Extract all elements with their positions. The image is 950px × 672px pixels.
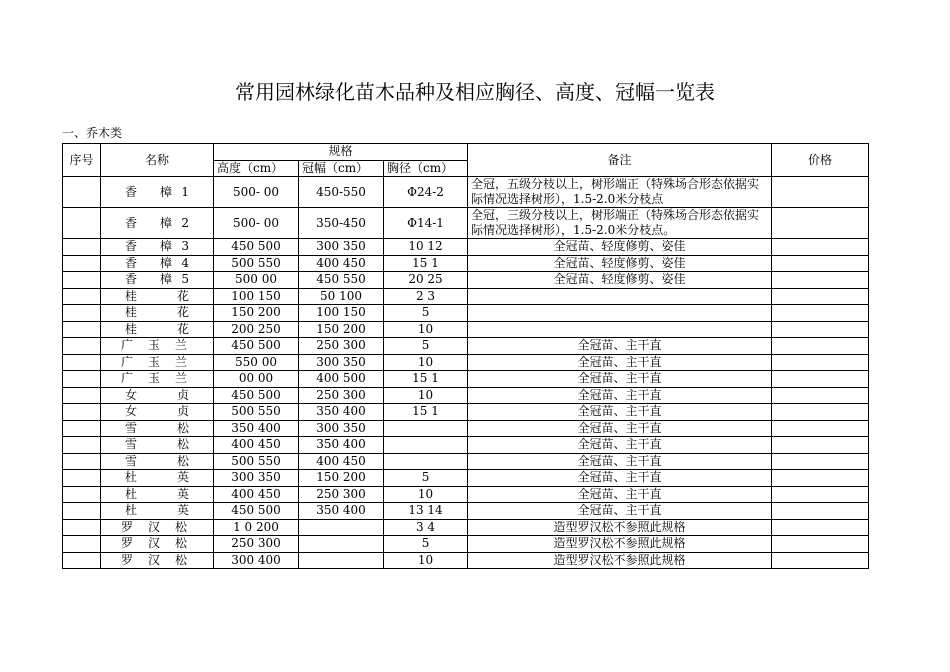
price-cell xyxy=(772,272,869,289)
height-cell: 250 300 xyxy=(214,536,299,553)
dbh-cell: 5 xyxy=(384,470,468,487)
seq-cell xyxy=(63,453,101,470)
name-cell: 雪 松 xyxy=(101,420,214,437)
table-row xyxy=(63,470,869,487)
name-cell: 香 樟5 xyxy=(101,272,214,289)
seq-cell xyxy=(63,288,101,305)
table-row xyxy=(63,338,869,355)
price-cell xyxy=(772,453,869,470)
crown-cell: 350 400 xyxy=(299,404,384,421)
note-cell: 全冠苗、主干直 xyxy=(468,486,772,503)
note-cell: 全冠苗、轻度修剪、姿佳 xyxy=(468,255,772,272)
name-cell: 桂 花 xyxy=(101,321,214,338)
header-note: 备注 xyxy=(468,144,772,177)
height-cell: 500 00 xyxy=(214,272,299,289)
name-cell: 广 玉 兰 xyxy=(101,371,214,388)
header-price: 价格 xyxy=(772,144,869,177)
height-cell: 550 00 xyxy=(214,354,299,371)
note-cell: 全冠苗、主干直 xyxy=(468,453,772,470)
note-cell: 全冠，三级分枝以上，树形端正（特殊场合形态依据实际情况选择树形），1.5-2.0米分枝点。 xyxy=(468,208,772,239)
crown-cell: 150 200 xyxy=(299,470,384,487)
note-cell: 全冠苗、主干直 xyxy=(468,470,772,487)
height-cell: 350 400 xyxy=(214,420,299,437)
seq-cell xyxy=(63,208,101,239)
price-cell xyxy=(772,305,869,322)
height-cell: 1 0 200 xyxy=(214,519,299,536)
dbh-cell: Φ24-2 xyxy=(384,177,468,208)
crown-cell: 400 450 xyxy=(299,453,384,470)
crown-cell: 250 300 xyxy=(299,338,384,355)
table-row xyxy=(63,486,869,503)
name-cell: 罗 汉 松 xyxy=(101,552,214,569)
price-cell xyxy=(772,354,869,371)
note-cell: 全冠苗、主干直 xyxy=(468,354,772,371)
crown-cell: 250 300 xyxy=(299,387,384,404)
price-cell xyxy=(772,371,869,388)
section-heading: 一、乔木类 xyxy=(62,126,123,140)
note-cell: 造型罗汉松不参照此规格 xyxy=(468,519,772,536)
header-dbh: 胸径（cm） xyxy=(384,160,468,177)
header-height: 高度（cm） xyxy=(214,160,299,177)
dbh-cell: 15 1 xyxy=(384,371,468,388)
seq-cell xyxy=(63,305,101,322)
crown-cell: 450-550 xyxy=(299,177,384,208)
crown-cell: 250 300 xyxy=(299,486,384,503)
seq-cell xyxy=(63,177,101,208)
name-cell: 香 樟3 xyxy=(101,239,214,256)
height-cell: 300 350 xyxy=(214,470,299,487)
nursery-stock-table xyxy=(62,143,869,569)
name-cell: 广 玉 兰 xyxy=(101,338,214,355)
dbh-cell: Φ14-1 xyxy=(384,208,468,239)
seq-cell xyxy=(63,255,101,272)
crown-cell: 300 350 xyxy=(299,239,384,256)
height-cell: 400 450 xyxy=(214,437,299,454)
header-spec: 规格 xyxy=(214,144,468,161)
height-cell: 500- 00 xyxy=(214,177,299,208)
table-row xyxy=(63,288,869,305)
note-cell xyxy=(468,305,772,322)
seq-cell xyxy=(63,503,101,520)
seq-cell xyxy=(63,239,101,256)
name-cell: 香 樟4 xyxy=(101,255,214,272)
table-row xyxy=(63,354,869,371)
table-row xyxy=(63,239,869,256)
height-cell: 200 250 xyxy=(214,321,299,338)
height-cell: 500 550 xyxy=(214,255,299,272)
note-cell: 造型罗汉松不参照此规格 xyxy=(468,536,772,553)
dbh-cell: 5 xyxy=(384,338,468,355)
table-row xyxy=(63,552,869,569)
name-cell: 香 樟2 xyxy=(101,208,214,239)
table-row xyxy=(63,208,869,239)
price-cell xyxy=(772,239,869,256)
seq-cell xyxy=(63,404,101,421)
height-cell: 400 450 xyxy=(214,486,299,503)
crown-cell: 450 550 xyxy=(299,272,384,289)
name-cell: 女 贞 xyxy=(101,387,214,404)
dbh-cell: 10 xyxy=(384,354,468,371)
page-title: 常用园林绿化苗木品种及相应胸径、高度、冠幅一览表 xyxy=(235,80,715,104)
price-cell xyxy=(772,255,869,272)
height-cell: 100 150 xyxy=(214,288,299,305)
dbh-cell xyxy=(384,437,468,454)
seq-cell xyxy=(63,371,101,388)
name-cell: 杜 英 xyxy=(101,486,214,503)
crown-cell: 400 450 xyxy=(299,255,384,272)
price-cell xyxy=(772,338,869,355)
header-seq: 序号 xyxy=(63,144,101,177)
dbh-cell: 10 xyxy=(384,552,468,569)
crown-cell: 350-450 xyxy=(299,208,384,239)
note-cell xyxy=(468,288,772,305)
table-row xyxy=(63,371,869,388)
price-cell xyxy=(772,420,869,437)
table-row xyxy=(63,437,869,454)
dbh-cell: 10 xyxy=(384,321,468,338)
crown-cell xyxy=(299,519,384,536)
dbh-cell: 10 xyxy=(384,387,468,404)
seq-cell xyxy=(63,552,101,569)
table-row xyxy=(63,503,869,520)
note-cell: 全冠，五级分枝以上，树形端正（特殊场合形态依据实际情况选择树形），1.5-2.0米分枝点 xyxy=(468,177,772,208)
name-cell: 女 贞 xyxy=(101,404,214,421)
height-cell: 00 00 xyxy=(214,371,299,388)
note-cell xyxy=(468,321,772,338)
seq-cell xyxy=(63,486,101,503)
header-name: 名称 xyxy=(101,144,214,177)
table-row xyxy=(63,305,869,322)
price-cell xyxy=(772,387,869,404)
seq-cell xyxy=(63,470,101,487)
price-cell xyxy=(772,519,869,536)
height-cell: 150 200 xyxy=(214,305,299,322)
price-cell xyxy=(772,486,869,503)
crown-cell: 400 500 xyxy=(299,371,384,388)
table-row xyxy=(63,321,869,338)
crown-cell xyxy=(299,552,384,569)
table-row xyxy=(63,453,869,470)
name-cell: 香 樟1 xyxy=(101,177,214,208)
note-cell: 全冠苗、主干直 xyxy=(468,437,772,454)
note-cell: 全冠苗、主干直 xyxy=(468,404,772,421)
table-row xyxy=(63,387,869,404)
dbh-cell: 3 4 xyxy=(384,519,468,536)
dbh-cell: 20 25 xyxy=(384,272,468,289)
name-cell: 雪 松 xyxy=(101,437,214,454)
note-cell: 全冠苗、轻度修剪、姿佳 xyxy=(468,239,772,256)
height-cell: 500 550 xyxy=(214,453,299,470)
seq-cell xyxy=(63,437,101,454)
height-cell: 500 550 xyxy=(214,404,299,421)
seq-cell xyxy=(63,420,101,437)
height-cell: 500- 00 xyxy=(214,208,299,239)
dbh-cell: 15 1 xyxy=(384,404,468,421)
dbh-cell: 5 xyxy=(384,536,468,553)
seq-cell xyxy=(63,321,101,338)
seq-cell xyxy=(63,272,101,289)
height-cell: 300 400 xyxy=(214,552,299,569)
name-cell: 桂 花 xyxy=(101,288,214,305)
name-cell: 杜 英 xyxy=(101,503,214,520)
dbh-cell: 10 xyxy=(384,486,468,503)
crown-cell: 300 350 xyxy=(299,420,384,437)
dbh-cell xyxy=(384,420,468,437)
note-cell: 全冠苗、轻度修剪、姿佳 xyxy=(468,272,772,289)
price-cell xyxy=(772,177,869,208)
note-cell: 全冠苗、主干直 xyxy=(468,420,772,437)
dbh-cell: 5 xyxy=(384,305,468,322)
crown-cell: 50 100 xyxy=(299,288,384,305)
price-cell xyxy=(772,470,869,487)
seq-cell xyxy=(63,354,101,371)
crown-cell: 350 400 xyxy=(299,503,384,520)
name-cell: 杜 英 xyxy=(101,470,214,487)
table-row xyxy=(63,177,869,208)
table-row xyxy=(63,272,869,289)
note-cell: 全冠苗、主干直 xyxy=(468,371,772,388)
crown-cell: 150 200 xyxy=(299,321,384,338)
seq-cell xyxy=(63,536,101,553)
table-row xyxy=(63,536,869,553)
price-cell xyxy=(772,404,869,421)
price-cell xyxy=(772,288,869,305)
dbh-cell xyxy=(384,453,468,470)
height-cell: 450 500 xyxy=(214,338,299,355)
table-row xyxy=(63,255,869,272)
seq-cell xyxy=(63,519,101,536)
crown-cell: 300 350 xyxy=(299,354,384,371)
seq-cell xyxy=(63,338,101,355)
price-cell xyxy=(772,321,869,338)
crown-cell xyxy=(299,536,384,553)
height-cell: 450 500 xyxy=(214,503,299,520)
name-cell: 雪 松 xyxy=(101,453,214,470)
crown-cell: 350 400 xyxy=(299,437,384,454)
name-cell: 桂 花 xyxy=(101,305,214,322)
table-row xyxy=(63,420,869,437)
price-cell xyxy=(772,208,869,239)
dbh-cell: 13 14 xyxy=(384,503,468,520)
note-cell: 全冠苗、主干直 xyxy=(468,387,772,404)
dbh-cell: 10 12 xyxy=(384,239,468,256)
table-row xyxy=(63,519,869,536)
dbh-cell: 2 3 xyxy=(384,288,468,305)
crown-cell: 100 150 xyxy=(299,305,384,322)
header-crown: 冠幅（cm） xyxy=(299,160,384,177)
name-cell: 广 玉 兰 xyxy=(101,354,214,371)
price-cell xyxy=(772,536,869,553)
seq-cell xyxy=(63,387,101,404)
name-cell: 罗 汉 松 xyxy=(101,519,214,536)
price-cell xyxy=(772,503,869,520)
price-cell xyxy=(772,437,869,454)
name-cell: 罗 汉 松 xyxy=(101,536,214,553)
price-cell xyxy=(772,552,869,569)
note-cell: 全冠苗、主干直 xyxy=(468,338,772,355)
table-row xyxy=(63,404,869,421)
dbh-cell: 15 1 xyxy=(384,255,468,272)
note-cell: 全冠苗、主干直 xyxy=(468,503,772,520)
note-cell: 造型罗汉松不参照此规格 xyxy=(468,552,772,569)
height-cell: 450 500 xyxy=(214,387,299,404)
table-body xyxy=(63,177,869,569)
height-cell: 450 500 xyxy=(214,239,299,256)
